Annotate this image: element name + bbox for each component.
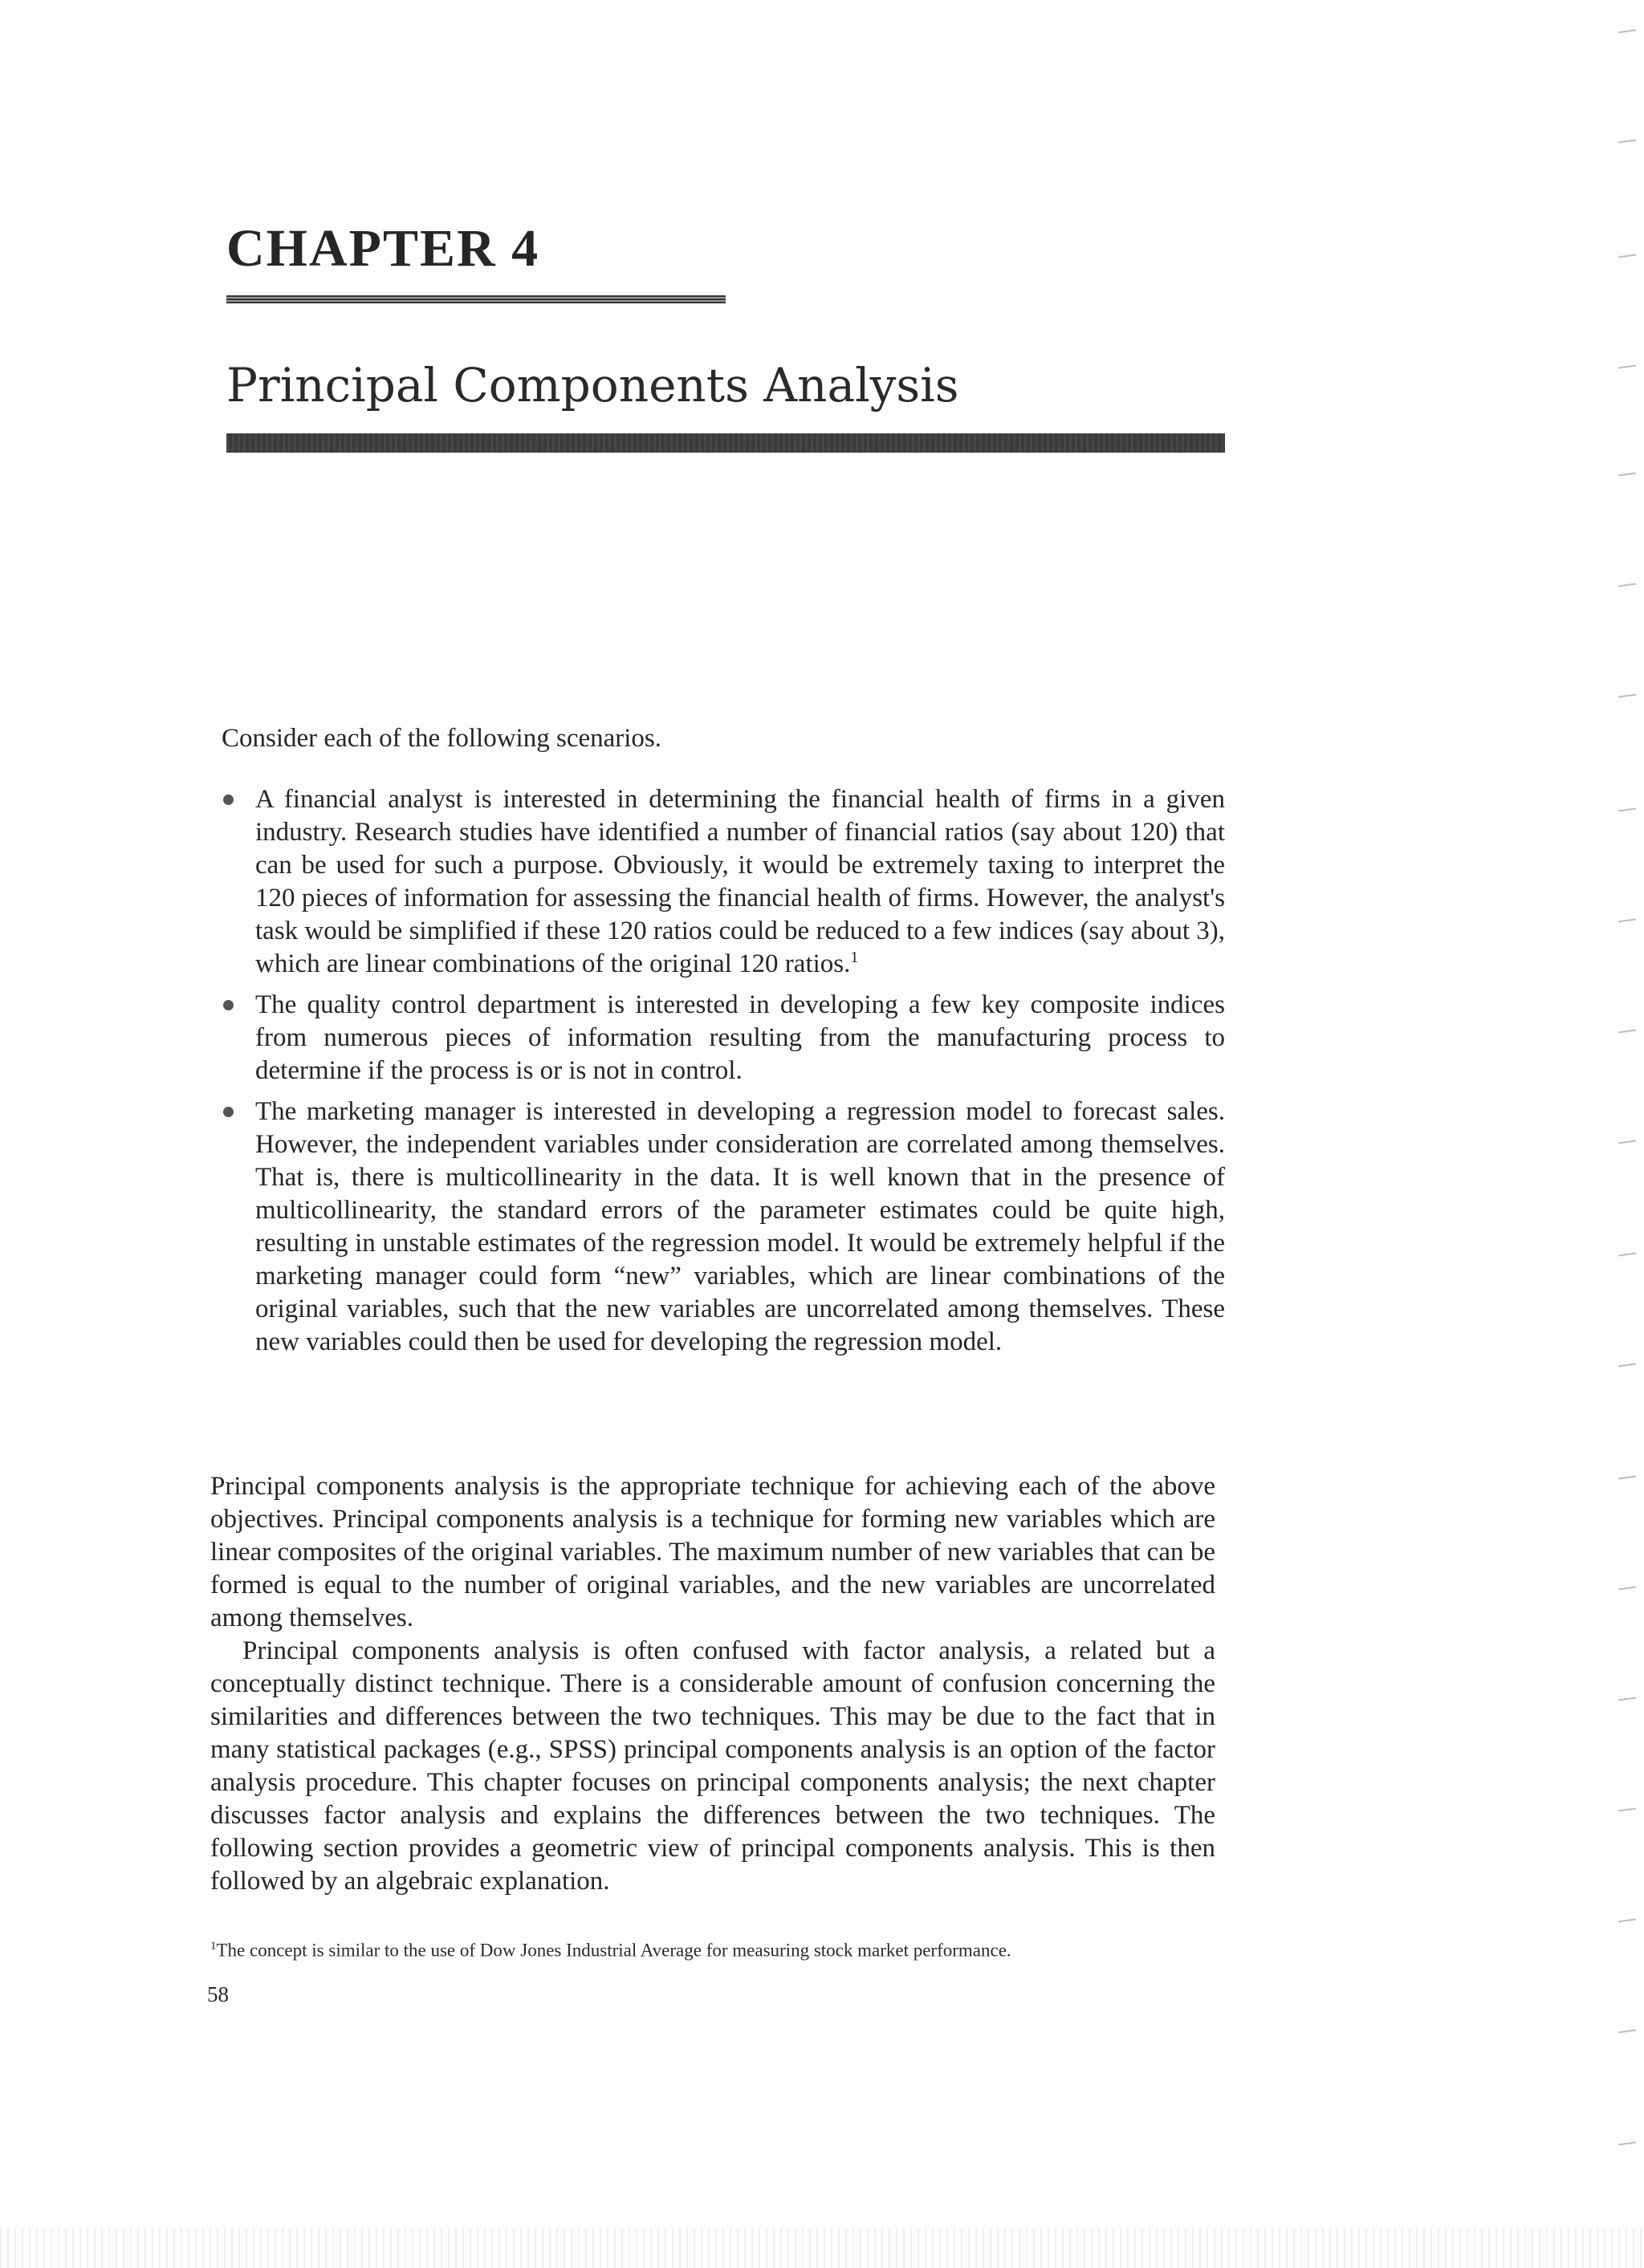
scenario-item [222,989,1225,1087]
scenario-text: The quality control department is interested in developing a few key composite indices from numerous pieces of information resulting from the manufacturing process to determine if the process is or is not in control. [255,990,1225,1085]
scenario-list [222,783,1225,1367]
footnote-marker: 1 [210,1940,217,1953]
chapter-rule [226,295,726,303]
page-number: 58 [207,1982,229,2006]
chapter-label: CHAPTER 4 [226,219,540,278]
scenario-text: A financial analyst is interested in determining the financial health of firms in a given industry. Research studies have identified a number of financial ratios (say about 120) that can be used for such a purpose. Obviously, it would be extremely taxing to interpret the 120 pieces of information for assessing the financial health of firms. However, the analyst's task would be simplified if these 120 ratios could be reduced to a few indices (say about 3), which are linear combinations of the original 120 ratios. [255,785,1225,978]
footnote-reference: 1 [850,949,859,966]
title-bar [226,433,1225,453]
footnote-text: The concept is similar to the use of Dow Jones Industrial Average for measuring stock market performance. [216,1940,1011,1961]
chapter-title: Principal Components Analysis [226,358,959,413]
scenario-item [222,1095,1225,1359]
scenario-item [222,783,1225,981]
body-paragraph: Principal components analysis is often confused with factor analysis, a related but a conceptually distinct technique. There is a considerable amount of confusion concerning the similarities and differences between the two techniques. This may be due to the fact that in many statistical packages (e.g., SPSS) principal components analysis is an option of the factor analysis procedure. This chapter focuses on principal components analysis; the next chapter discusses factor analysis and explains the differences between the two techniques. The following section provides a geometric view of principal components analysis. This is then followed by an algebraic explanation. [210,1636,1215,1896]
bullet-icon [223,1107,234,1117]
scenario-text: The marketing manager is interested in developing a regression model to forecast sales. However, the independent variables under consideration are correlated among themselves. That is, there is multicollinearity in the data. It is well known that in the presence of multicollinearity, the standard errors of the parameter estimates could be quite high, resulting in unstable estimates of the regression model. It would be extremely helpful if the marketing manager could form “new” variables, which are linear combinations of the original variables, such that the new variables are uncorrelated among themselves. These new variables could then be used for developing the regression model. [255,1097,1225,1356]
scan-bottom-noise [0,2228,1644,2268]
footnote [210,1935,1215,1962]
body-paragraph: Principal components analysis is the appropriate technique for achieving each of the above objectives. Principal components analysis is a technique for forming new variables which are linear composites of the original variables. The maximum number of new variables that can be formed is equal to the number of original variables, and the new variables are uncorrelated among themselves. [210,1472,1215,1632]
bullet-icon [223,795,234,805]
intro-sentence: Consider each of the following scenarios. [222,724,662,753]
bullet-icon [223,1000,234,1010]
scan-edge-marks [1596,0,1644,2268]
